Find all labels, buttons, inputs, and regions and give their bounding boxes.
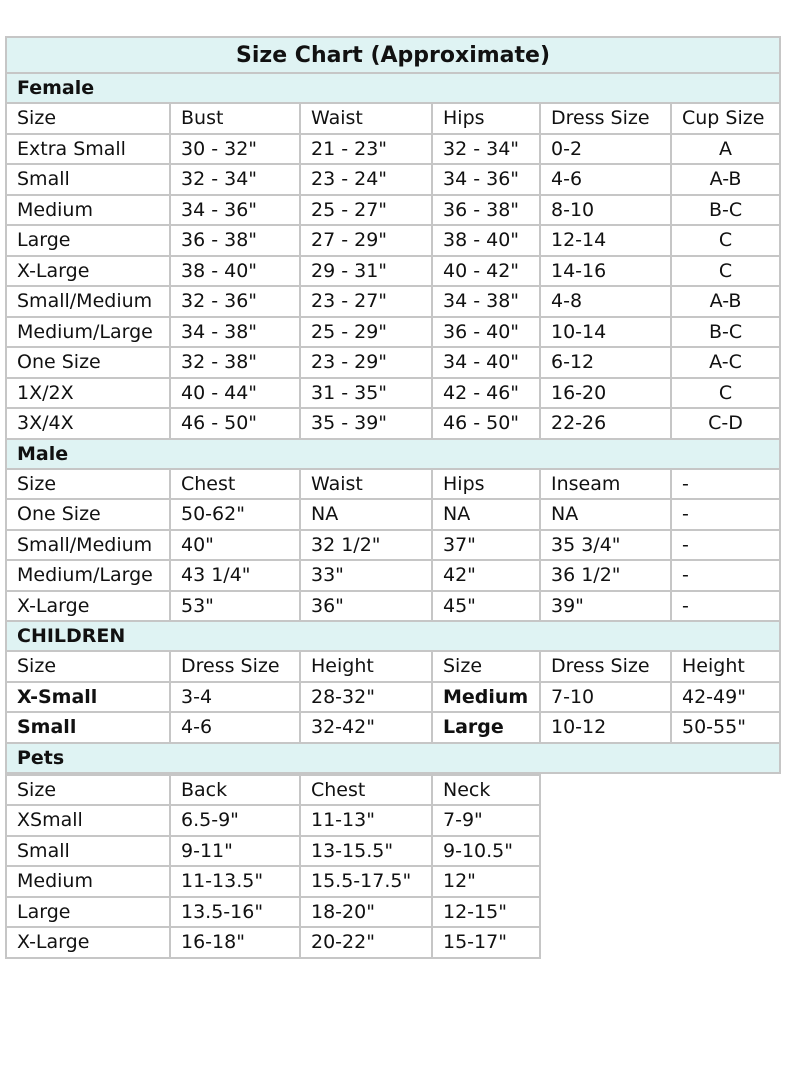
section-heading-female: Female <box>6 73 780 103</box>
female-cell: A-B <box>671 286 780 317</box>
female-header-cell: Dress Size <box>540 103 671 134</box>
female-cell: One Size <box>6 347 170 378</box>
pets-row <box>6 927 540 958</box>
female-cell: Small/Medium <box>6 286 170 317</box>
female-cell: 40 - 42" <box>432 256 540 287</box>
pets-cell: 11-13" <box>300 805 432 836</box>
pets-row <box>6 836 540 867</box>
female-cell: B-C <box>671 317 780 348</box>
female-cell: 34 - 36" <box>432 164 540 195</box>
female-cell: 36 - 40" <box>432 317 540 348</box>
male-cell: 42" <box>432 560 540 591</box>
female-cell: 1X/2X <box>6 378 170 409</box>
male-row <box>6 499 780 530</box>
male-header-row <box>6 469 780 500</box>
female-cell: 0-2 <box>540 134 671 165</box>
female-cell: B-C <box>671 195 780 226</box>
female-cell: 34 - 38" <box>170 317 300 348</box>
pets-row <box>6 897 540 928</box>
children-cell: 42-49" <box>671 682 780 713</box>
children-header-row <box>6 651 780 682</box>
female-cell: 46 - 50" <box>170 408 300 439</box>
male-cell: 35 3/4" <box>540 530 671 561</box>
pets-table <box>5 774 541 959</box>
male-cell: - <box>671 591 780 622</box>
male-cell: NA <box>300 499 432 530</box>
female-cell: 34 - 40" <box>432 347 540 378</box>
female-header-row <box>6 103 780 134</box>
male-cell: 40" <box>170 530 300 561</box>
children-cell: 50-55" <box>671 712 780 743</box>
female-cell: Extra Small <box>6 134 170 165</box>
children-cell: 3-4 <box>170 682 300 713</box>
male-cell: - <box>671 530 780 561</box>
female-header-cell: Bust <box>170 103 300 134</box>
size-chart <box>5 36 779 959</box>
children-cell: X-Small <box>6 682 170 713</box>
children-row <box>6 682 780 713</box>
female-cell: 14-16 <box>540 256 671 287</box>
female-header-cell: Size <box>6 103 170 134</box>
pets-header-cell: Back <box>170 775 300 806</box>
male-cell: 43 1/4" <box>170 560 300 591</box>
female-row <box>6 408 780 439</box>
female-cell: 27 - 29" <box>300 225 432 256</box>
female-header-cell: Hips <box>432 103 540 134</box>
female-cell: Medium/Large <box>6 317 170 348</box>
female-row <box>6 134 780 165</box>
female-cell: 42 - 46" <box>432 378 540 409</box>
female-cell: 35 - 39" <box>300 408 432 439</box>
pets-cell: 11-13.5" <box>170 866 300 897</box>
children-header-cell: Size <box>6 651 170 682</box>
children-header-cell: Dress Size <box>540 651 671 682</box>
female-cell: C <box>671 256 780 287</box>
male-cell: 36" <box>300 591 432 622</box>
female-header-cell: Waist <box>300 103 432 134</box>
children-cell: Large <box>432 712 540 743</box>
children-table-body <box>6 651 780 743</box>
size-chart-table <box>5 36 781 774</box>
pets-cell: 15-17" <box>432 927 540 958</box>
female-row <box>6 256 780 287</box>
female-cell: C <box>671 225 780 256</box>
pets-header-cell: Chest <box>300 775 432 806</box>
pets-cell: XSmall <box>6 805 170 836</box>
children-header-cell: Size <box>432 651 540 682</box>
female-cell: 4-8 <box>540 286 671 317</box>
male-cell: - <box>671 560 780 591</box>
female-cell: 40 - 44" <box>170 378 300 409</box>
children-header-cell: Height <box>300 651 432 682</box>
children-cell: Medium <box>432 682 540 713</box>
male-cell: 50-62" <box>170 499 300 530</box>
female-cell: C <box>671 378 780 409</box>
female-cell: Large <box>6 225 170 256</box>
female-cell: 25 - 29" <box>300 317 432 348</box>
female-cell: 36 - 38" <box>170 225 300 256</box>
male-cell: 45" <box>432 591 540 622</box>
pets-cell: 12-15" <box>432 897 540 928</box>
female-cell: 8-10 <box>540 195 671 226</box>
pets-header-cell: Size <box>6 775 170 806</box>
female-cell: A <box>671 134 780 165</box>
female-cell: 32 - 38" <box>170 347 300 378</box>
pets-cell: 16-18" <box>170 927 300 958</box>
female-cell: 32 - 34" <box>170 164 300 195</box>
pets-cell: 7-9" <box>432 805 540 836</box>
female-cell: C-D <box>671 408 780 439</box>
pets-header-cell: Neck <box>432 775 540 806</box>
pets-cell: Small <box>6 836 170 867</box>
female-cell: 3X/4X <box>6 408 170 439</box>
pets-cell: 20-22" <box>300 927 432 958</box>
female-cell: 21 - 23" <box>300 134 432 165</box>
female-cell: X-Large <box>6 256 170 287</box>
pets-cell: 18-20" <box>300 897 432 928</box>
pets-header-row <box>6 775 540 806</box>
female-cell: 38 - 40" <box>432 225 540 256</box>
pets-cell: Large <box>6 897 170 928</box>
female-cell: 23 - 29" <box>300 347 432 378</box>
male-cell: 53" <box>170 591 300 622</box>
female-cell: 30 - 32" <box>170 134 300 165</box>
male-cell: 32 1/2" <box>300 530 432 561</box>
female-cell: 16-20 <box>540 378 671 409</box>
female-cell: 36 - 38" <box>432 195 540 226</box>
male-cell: Medium/Large <box>6 560 170 591</box>
male-row <box>6 530 780 561</box>
male-cell: 36 1/2" <box>540 560 671 591</box>
pets-table-body <box>6 775 540 958</box>
female-cell: A-C <box>671 347 780 378</box>
pets-row <box>6 866 540 897</box>
pets-cell: Medium <box>6 866 170 897</box>
female-cell: 23 - 27" <box>300 286 432 317</box>
female-cell: 32 - 36" <box>170 286 300 317</box>
male-cell: - <box>671 499 780 530</box>
children-cell: 4-6 <box>170 712 300 743</box>
section-heading-pets: Pets <box>6 743 780 773</box>
pets-cell: 15.5-17.5" <box>300 866 432 897</box>
female-row <box>6 378 780 409</box>
children-header-cell: Dress Size <box>170 651 300 682</box>
male-header-cell: Size <box>6 469 170 500</box>
female-cell: 46 - 50" <box>432 408 540 439</box>
female-cell: 23 - 24" <box>300 164 432 195</box>
male-row <box>6 560 780 591</box>
pets-cell: 9-11" <box>170 836 300 867</box>
female-row <box>6 347 780 378</box>
female-cell: A-B <box>671 164 780 195</box>
male-cell: NA <box>432 499 540 530</box>
pets-cell: 6.5-9" <box>170 805 300 836</box>
children-cell: 32-42" <box>300 712 432 743</box>
male-header-cell: Inseam <box>540 469 671 500</box>
female-row <box>6 225 780 256</box>
pets-cell: 13.5-16" <box>170 897 300 928</box>
pets-cell: 12" <box>432 866 540 897</box>
children-row <box>6 712 780 743</box>
female-row <box>6 195 780 226</box>
female-row <box>6 286 780 317</box>
female-cell: 31 - 35" <box>300 378 432 409</box>
children-cell: 10-12 <box>540 712 671 743</box>
children-cell: Small <box>6 712 170 743</box>
female-row <box>6 164 780 195</box>
male-row <box>6 591 780 622</box>
pets-cell: X-Large <box>6 927 170 958</box>
section-heading-children: CHILDREN <box>6 621 780 651</box>
pets-row <box>6 805 540 836</box>
male-cell: 33" <box>300 560 432 591</box>
male-cell: Small/Medium <box>6 530 170 561</box>
pets-cell: 13-15.5" <box>300 836 432 867</box>
female-cell: 4-6 <box>540 164 671 195</box>
pets-cell: 9-10.5" <box>432 836 540 867</box>
female-cell: Medium <box>6 195 170 226</box>
male-cell: One Size <box>6 499 170 530</box>
male-cell: 37" <box>432 530 540 561</box>
female-cell: 25 - 27" <box>300 195 432 226</box>
male-header-cell: Chest <box>170 469 300 500</box>
female-cell: 10-14 <box>540 317 671 348</box>
female-cell: 32 - 34" <box>432 134 540 165</box>
male-table-body <box>6 469 780 622</box>
female-cell: 38 - 40" <box>170 256 300 287</box>
chart-title: Size Chart (Approximate) <box>6 37 780 73</box>
female-cell: 29 - 31" <box>300 256 432 287</box>
male-cell: 39" <box>540 591 671 622</box>
children-cell: 7-10 <box>540 682 671 713</box>
female-header-cell: Cup Size <box>671 103 780 134</box>
female-row <box>6 317 780 348</box>
female-cell: 22-26 <box>540 408 671 439</box>
section-heading-male: Male <box>6 439 780 469</box>
male-header-cell: Hips <box>432 469 540 500</box>
children-cell: 28-32" <box>300 682 432 713</box>
female-cell: Small <box>6 164 170 195</box>
male-header-cell: Waist <box>300 469 432 500</box>
children-header-cell: Height <box>671 651 780 682</box>
male-cell: X-Large <box>6 591 170 622</box>
female-cell: 6-12 <box>540 347 671 378</box>
male-header-cell: - <box>671 469 780 500</box>
female-table-body <box>6 103 780 439</box>
female-cell: 12-14 <box>540 225 671 256</box>
female-cell: 34 - 38" <box>432 286 540 317</box>
male-cell: NA <box>540 499 671 530</box>
female-cell: 34 - 36" <box>170 195 300 226</box>
